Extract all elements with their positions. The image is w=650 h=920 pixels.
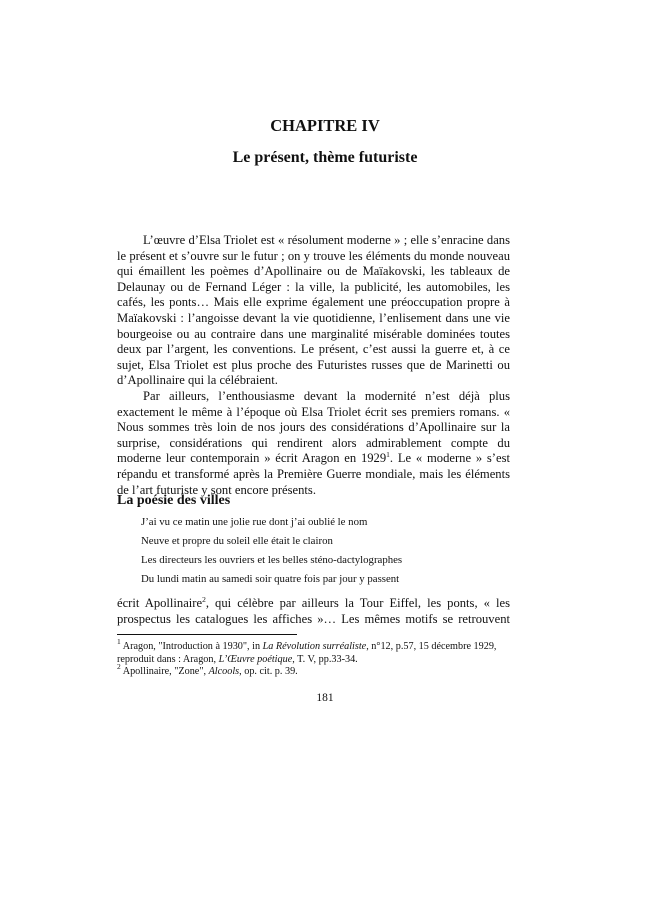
footnote-ref[interactable]: 1 [386,450,390,460]
footnote-ref[interactable]: 2 [202,595,206,604]
footnote-text: , T. V, pp.33-34. [292,653,358,665]
footnote-number: 1 [117,637,121,646]
footnote-divider [117,634,297,635]
paragraph: L’œuvre d’Elsa Triolet est « résolument moderne » ; elle s’enracine dans le présent et s’ouvre sur le futur ; on y trouve les éléments du monde nouveau qui émaillent les poèmes d’Apollinaire ou de Maïakovski, les tableaux de Delaunay ou de Fernand Léger : la ville, la publicité, les automobiles, les cafés, les ponts… Mais elle exprime également une préoccupation propre à Maïakovski : l’angoisse devant la vie quotidienne, l’enlisement dans une vie bourgeoise ou au contraire dans une marginalité misérable dominées toutes deux par l’argent, les conventions. Le présent, c’est aussi la guerre et, à ce sujet, Elsa Triolet est plus proche des Futuristes russes que de Marinetti ou d’Apollinaire qui la célébraient. [117,233,510,388]
section-heading: La poésie des villes [117,493,231,508]
verse-line: Neuve et propre du soleil elle était le clairon [141,535,333,547]
footnote-text: , n°12, p.57, 15 décembre 1929, reproduit dans : Aragon, [117,641,497,665]
footnote-text: Apollinaire, "Zone", [120,666,209,677]
footnote-number: 2 [117,662,121,671]
body-text [117,233,510,498]
verse-line: J’ai vu ce matin une jolie rue dont j’ai oublié le nom [141,516,368,528]
footnote-title: Alcools [208,666,240,677]
paragraph-text: , qui célèbre par ailleurs la Tour Eiffel, les ponts, « les prospectus les catalogues les affiches »… Les mêmes motifs se retrouvent [117,596,510,626]
verse-line: Du lundi matin au samedi soir quatre fois par jour y passent [141,573,400,585]
footnote [117,637,510,666]
footnote [117,662,510,679]
paragraph [117,389,510,498]
chapter-heading: CHAPITRE IV [270,116,380,135]
footnote-title: La Révolution surréaliste [262,641,367,652]
footnote-text: , op. cit. p. 39. [239,666,298,677]
paragraph-text: Par ailleurs, l’enthousiasme devant la modernité n’est déjà plus exactement le même à l’époque où Elsa Triolet écrit ses premiers romans. « Nous sommes très loin de nos jours des considérations d’Apollinaire sur la surprise, considérations qui rendirent alors admirablement compte du moderne leur contemporain » écrit Aragon en 1929 [117,388,510,466]
paragraph-text: écrit Apollinaire [117,596,203,610]
footnote-title: L’Œuvre poétique [218,653,293,665]
verse-line: Les directeurs les ouvriers et les belles sténo-dactylographes [141,554,403,566]
paragraph-text: . Le « moderne » s’est répandu et transformé après la Première Guerre mondiale, mais les éléments de l’art futuriste y sont encore présents. [117,451,510,497]
page-number: 181 [316,692,334,704]
continuation-paragraph [117,596,510,627]
chapter-title: Le présent, thème futuriste [232,149,418,166]
footnote-text: Aragon, "Introduction à 1930", in [120,641,263,652]
